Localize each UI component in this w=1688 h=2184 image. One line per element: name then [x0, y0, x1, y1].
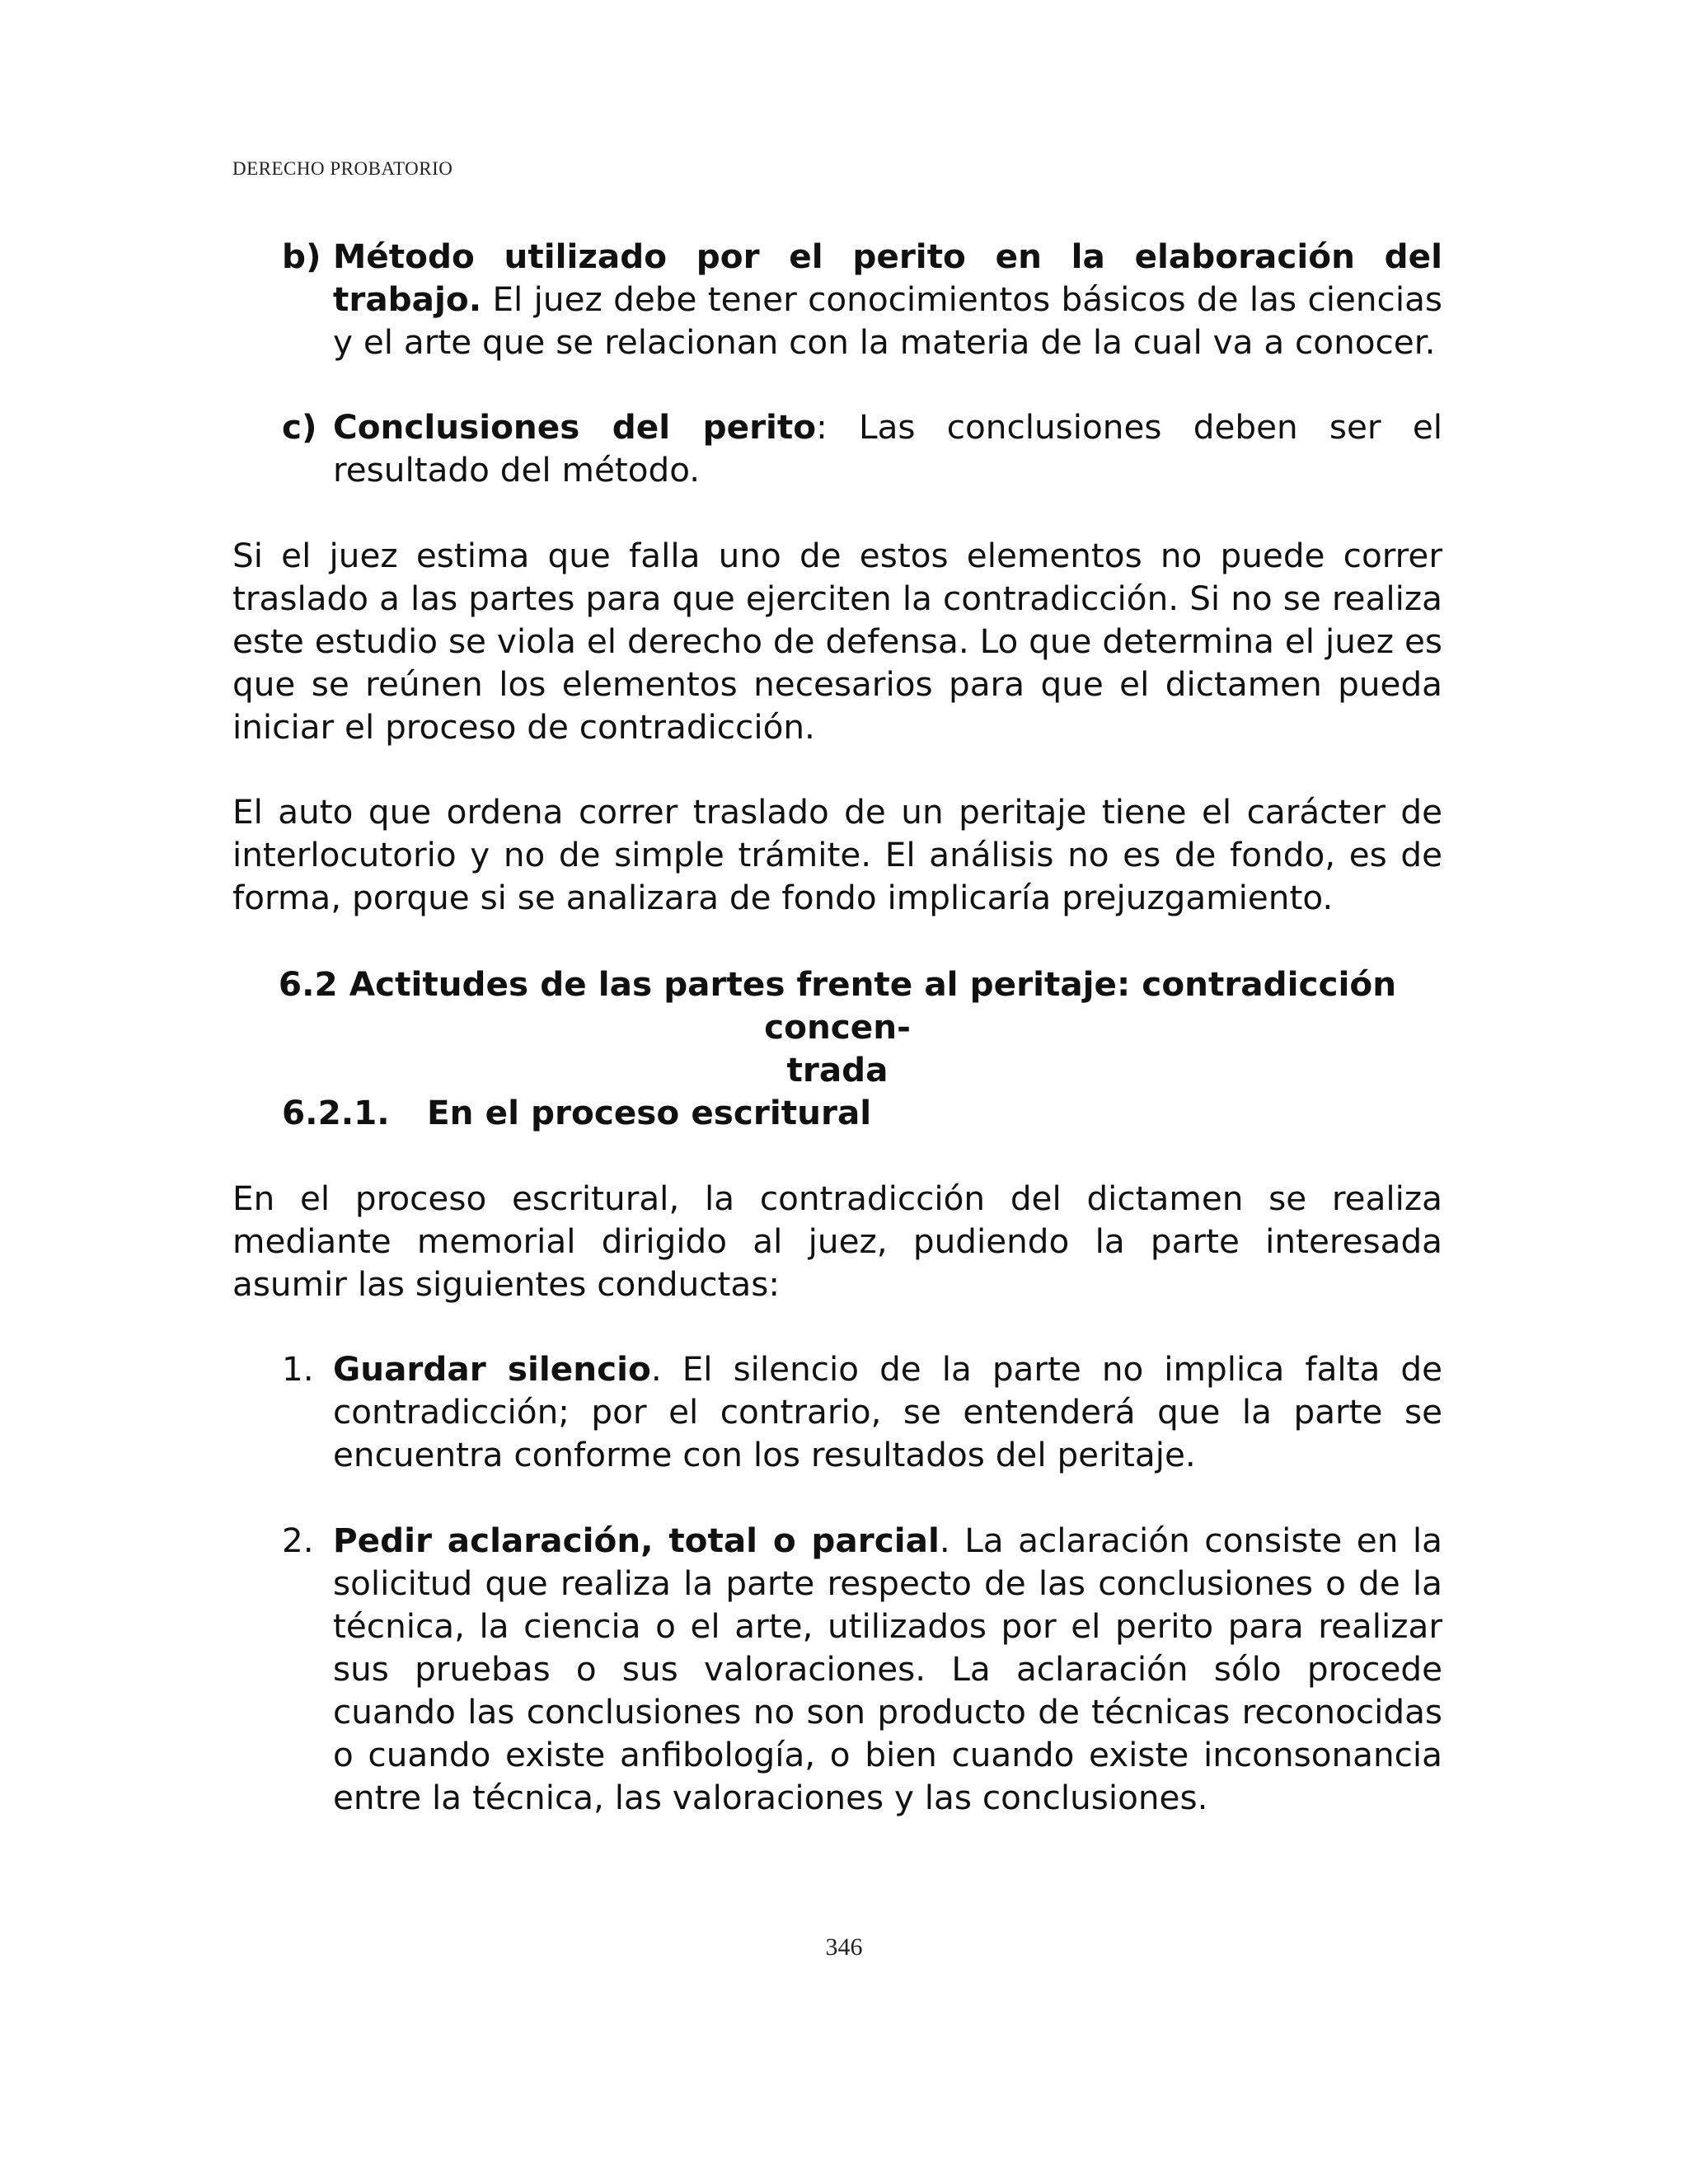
section-heading-line-2: trada — [786, 1050, 889, 1090]
numbered-item-1 — [282, 1347, 1442, 1476]
subsection-number: 6.2.1. — [282, 1093, 390, 1132]
list-item-body: El juez debe tener conocimientos básicos de las ciencias y el arte que se relacionan con la materia de la cual va a conocer. — [333, 279, 1442, 362]
subsection-heading — [282, 1091, 871, 1134]
list-item-text — [333, 1347, 1442, 1476]
paragraph-3: En el proceso escritural, la contradicción del dictamen se realiza mediante memorial dirigido al juez, pudiendo la parte interesada asumir las siguientes conductas: — [232, 1179, 1442, 1304]
list-item-c — [282, 405, 1442, 491]
list-item-bold-lead: Guardar silencio — [333, 1349, 651, 1389]
section-heading-line-1: 6.2 Actitudes de las partes frente al peritaje: contradicción concen- — [278, 964, 1397, 1047]
list-item-body: : Las conclusiones deben ser el resultado del método. — [333, 407, 1442, 490]
list-item-b — [282, 235, 1442, 363]
list-item-body: . La aclaración consiste en la solicitud que realiza la parte respecto de las conclusiones o de la técnica, la ciencia o el arte, utilizados por el perito para realizar sus pruebas o sus valoraciones. La aclaración sólo procede cuando las conclusiones no son producto de técnicas reconocidas o cuando existe anfibología, o bien cuando existe inconsonancia entre la técnica, las valoraciones y las conclusiones. — [333, 1521, 1442, 1817]
list-marker: c) — [282, 407, 317, 447]
list-item-bold-lead: Conclusiones del perito — [333, 407, 817, 447]
list-marker: 2. — [282, 1521, 314, 1560]
list-item-text — [333, 1519, 1442, 1819]
subsection-title: En el proceso escritural — [427, 1093, 872, 1132]
list-item-text — [333, 235, 1442, 363]
list-marker: b) — [282, 237, 321, 276]
running-header: DERECHO PROBATORIO — [232, 158, 453, 179]
list-marker: 1. — [282, 1349, 314, 1389]
paragraph-1: Si el juez estima que falla uno de estos elementos no puede correr traslado a las partes para que ejerciten la contradicción. Si no se realiza este estudio se viola el derecho de defensa. Lo que determina el juez es que se reúnen los elementos necesarios para que el dictamen pueda iniciar el proceso de contradicción. — [232, 536, 1442, 747]
list-item-bold-lead: Método utilizado por el perito en la elaboración del trabajo. — [333, 237, 1442, 319]
page-number: 346 — [825, 1933, 863, 1961]
section-heading — [232, 963, 1442, 1091]
list-item-text — [333, 405, 1442, 491]
paragraph-2: El auto que ordena correr traslado de un peritaje tiene el carácter de interlocutorio y no de simple trámite. El análisis no es de fondo, es de forma, porque si se analizara de fondo implicaría prejuzgamiento. — [232, 792, 1442, 917]
list-item-body: . El silencio de la parte no implica falta de contradicción; por el contrario, se entenderá que la parte se encuentra conforme con los resultados del peritaje. — [333, 1349, 1442, 1474]
list-item-bold-lead: Pedir aclaración, total o parcial — [333, 1521, 940, 1560]
numbered-item-2 — [282, 1519, 1442, 1819]
